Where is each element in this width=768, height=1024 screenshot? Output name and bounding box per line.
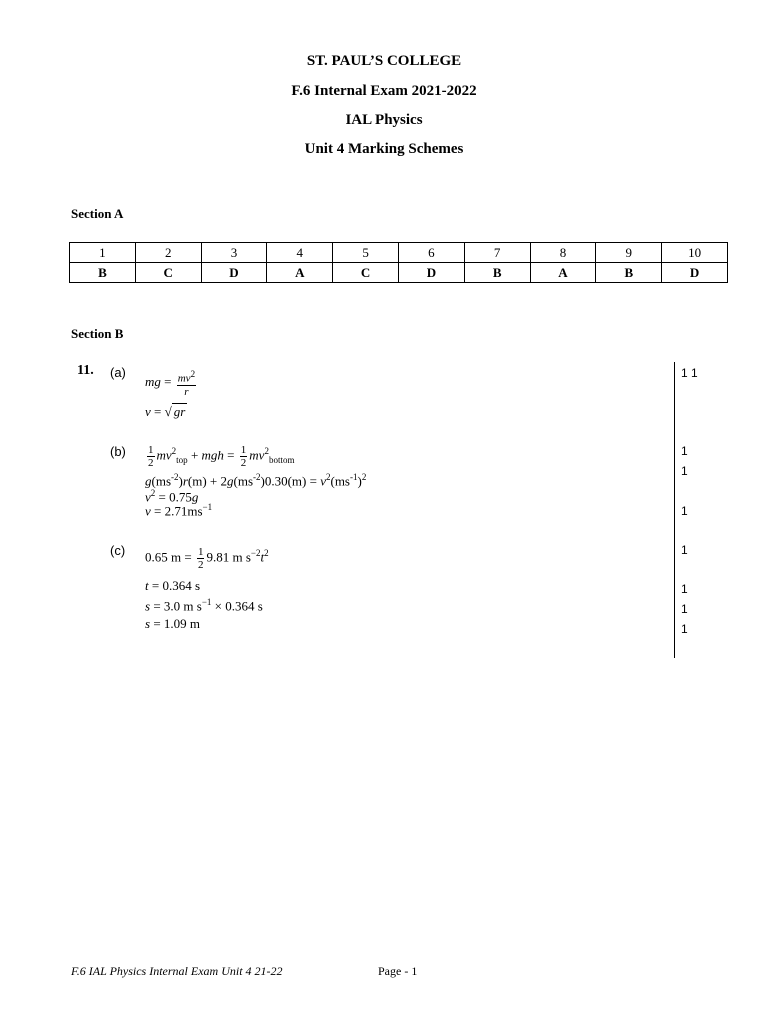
answer-cell: B [596,263,662,283]
section-b-label: Section B [71,326,124,341]
answer-cell: B [70,263,136,283]
exam-title: F.6 Internal Exam 2021-2022 [291,83,477,99]
part-b-label: (b) [110,444,126,459]
equation-centripetal: mg = $\frac{mv^2}{r}$ [145,369,196,398]
answer-row [70,263,728,283]
question-number: 9 [596,243,662,263]
equation-substitution: $g(ms^{-2})r(m) + 2g(ms^{-2})0.30(m) = v^2(ms^{-1})^2$ [145,472,367,489]
question-number-11: 11. [77,363,94,378]
question-number: 2 [135,243,201,263]
equation-time-value: t = 0.364 s [145,578,201,593]
answer-cell: D [662,263,728,283]
answer-cell: C [333,263,399,283]
equation-fall-time: 0.65 m = $\frac{1}{2}$ 9.81 m $s^{-2}t^2$ [145,546,269,571]
answer-cell: D [398,263,464,283]
marks-column-rule [674,362,675,658]
question-number: 3 [201,243,267,263]
mark-b-2: 1 [681,464,688,478]
equation-speed: v = √ gr [145,404,186,419]
answer-cell: A [267,263,333,283]
question-number: 4 [267,243,333,263]
mark-b-3: 1 [681,504,688,518]
footer-page-number: Page - 1 [378,964,418,978]
answer-cell: C [135,263,201,283]
answer-cell: A [530,263,596,283]
equation-v-value: $v = 2.71ms^{-1}$ [145,502,213,519]
subject-title: IAL Physics [345,112,423,128]
section-a-label: Section A [71,206,124,221]
question-number: 5 [333,243,399,263]
school-title: ST. PAUL’S COLLEGE [306,53,462,69]
mark-c-2: 1 [681,582,688,596]
question-number: 1 [70,243,136,263]
question-number: 8 [530,243,596,263]
document-title: Unit 4 Marking Schemes [304,141,464,157]
question-number: 10 [662,243,728,263]
footer-exam-label: F.6 IAL Physics Internal Exam Unit 4 21-22 [71,964,283,978]
mark-c-1: 1 [681,543,688,557]
equation-distance-value: s = 1.09 m [145,616,201,631]
mark-c-4: 1 [681,622,688,636]
question-number: 7 [464,243,530,263]
section-a-answer-table [69,242,728,283]
equation-v-squared: $v^2 = 0.75g$ [145,488,199,505]
answer-cell: D [201,263,267,283]
part-a-label: (a) [110,365,126,380]
part-c-label: (c) [110,543,126,558]
mark-a: 1 1 [681,366,698,380]
equation-energy-conservation: $\frac{1}{2}$ $mv^2_{top}$ + mgh = $\frac{1}{2}$ $mv^2_{bottom}$ [148,444,295,469]
mark-b-1: 1 [681,444,688,458]
question-number: 6 [398,243,464,263]
answer-cell: B [464,263,530,283]
equation-distance: s = 3.0 m $s^{-1} \times 0.364$ s [145,597,263,614]
mark-c-3: 1 [681,602,688,616]
question-number-row [70,243,728,263]
